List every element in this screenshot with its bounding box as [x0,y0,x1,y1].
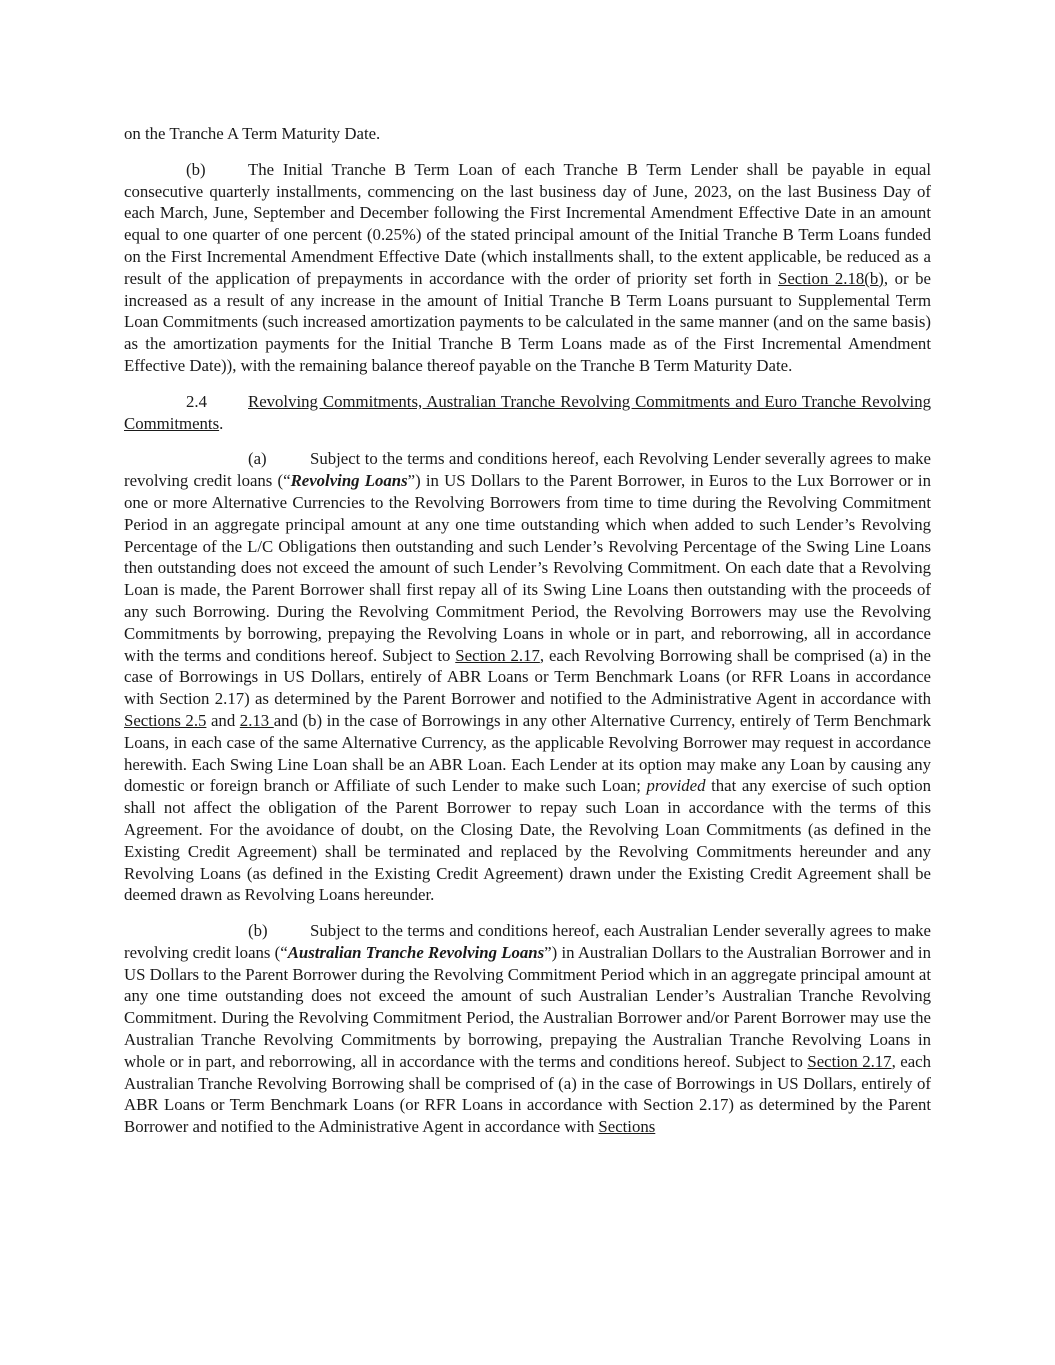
text-run: Subject to the terms and conditions hereof, each Revolving Lender severally agrees to make revolving credit loans (“ [124,449,931,491]
defined-term: Revolving Loans [290,471,408,491]
text-run: , each Australian Tranche Revolving Borrowing shall be comprised of (a) in the case of Borrowings in US Dollars, entirely of ABR Loans or Term Benchmark Loans (or RFR Loans in accordance with Section 2.17) as determined by the Parent Borrower and notified to the Administrative Agent in accordance with [124,1051,931,1137]
section-reference: Section 2.18(b) [778,268,884,288]
proviso-term: provided [646,776,706,796]
section-reference: 2.13 [239,710,274,730]
paragraph-a-revolving [124,448,931,906]
text-run: The Initial Tranche B Term Loan of each Tranche B Term Lender shall be payable in equal consecutive quarterly installments, commencing on the last business day of June, 2023, on the last Business Day of each March, June, September and December following the First Incremental Amendment Effective Date in an amount equal to one quarter of one percent (0.25%) of the stated principal amount of the Initial Tranche B Term Loans funded on the First Incremental Amendment Effective Date (which installments shall, to the extent applicable, be reduced as a result of the application of prepayments in accordance with the order of priority set forth in [124,159,931,288]
text-run: ”) in Australian Dollars to the Australian Borrower and in US Dollars to the Parent Borrower during the Revolving Commitment Period which in an aggregate principal amount at any one time outstanding does not exceed the amount of such Australian Lender’s Australian Tranche Revolving Commitment. During the Revolving Commitment Period, the Australian Borrower and/or Parent Borrower may use the Australian Tranche Revolving Commitments by borrowing, prepaying the Australian Tranche Revolving Loans in whole or in part, and reborrowing, all in accordance with the terms and conditions hereof. Subject to [124,942,931,1071]
clause-label: (a) [248,449,267,469]
document-page [124,123,931,1138]
text-run: ”) in US Dollars to the Parent Borrower, in Euros to the Lux Borrower or in one or more Alternative Currencies to the Revolving Borrowers from time to time during the Revolving Commitment Period in an aggregate principal amount at any one time outstanding which when added to such Lender’s Revolving Percentage of the L/C Obligations then outstanding and such Lender’s Revolving Percentage of the Swing Line Loans then outstanding does not exceed the amount of such Lender’s Revolving Commitment. On each date that a Revolving Loan is made, the Parent Borrower shall first repay all of its Swing Line Loans then outstanding with the proceeds of any such Borrowing. During the Revolving Commitment Period, the Revolving Borrowers may use the Revolving Commitments by borrowing, prepaying the Revolving Loans in whole or in part, and reborrowing, all in accordance with the terms and conditions hereof. Subject to [124,471,931,665]
section-reference: Sections 2.5 [124,710,207,730]
text-run: and [206,710,240,730]
clause-label: (b) [186,159,206,179]
section-heading-2-4 [124,391,931,435]
paragraph-b-tranche-b [124,159,931,377]
defined-term: Australian Tranche Revolving Loans [287,942,545,962]
text-run: , or be increased as a result of any increase in the amount of Initial Tranche B Term Loans pursuant to Supplemental Term Loan Commitments (such increased amortization payments to be calculated in the same manner (and on the same basis) as the amortization payments for the Initial Tranche B Term Loans made as of the First Incremental Amendment Effective Date)), with the remaining balance thereof payable on the Tranche B Term Maturity Date. [124,268,931,375]
section-reference: Section 2.17 [455,645,540,665]
clause-label: (b) [248,921,268,941]
paragraph-continuation: on the Tranche A Term Maturity Date. [124,124,381,143]
paragraph-b-australian [124,920,931,1138]
section-reference: Sections [598,1117,656,1137]
text-run: and (b) in the case of Borrowings in any other Alternative Currency, entirely of Term Benchmark Loans, in each case of the same Alternative Currency, as the applicable Revolving Borrower may request in accordance herewith. Each Swing Line Loan shall be an ABR Loan. Each Lender at its option may make any Loan by causing any domestic or foreign branch or Affiliate of such Lender to make such Loan; [124,710,931,796]
section-number: 2.4 [186,391,207,411]
section-reference: Section 2.17 [807,1051,892,1071]
text-run: , each Revolving Borrowing shall be comprised (a) in the case of Borrowings in US Dollars, entirely of ABR Loans or Term Benchmark Loans (or RFR Loans in accordance with Section 2.17) as determined by the Parent Borrower and notified to the Administrative Agent in accordance with [124,645,931,709]
text-run: . [219,413,224,433]
text-run: that any exercise of such option shall not affect the obligation of the Parent Borrower to repay such Loan in accordance with the terms of this Agreement. For the avoidance of doubt, on the Closing Date, the Revolving Loan Commitments (as defined in the Existing Credit Agreement) shall be terminated and replaced by the Revolving Commitments hereunder and any Revolving Loans (as defined in the Existing Credit Agreement) drawn under the Existing Credit Agreement shall be deemed drawn as Revolving Loans hereunder. [124,776,931,905]
section-title: Revolving Commitments, Australian Tranche Revolving Commitments and Euro Tranche Revolving Commitments [124,391,931,433]
text-run: Subject to the terms and conditions hereof, each Australian Lender severally agrees to make revolving credit loans (“ [124,921,931,962]
